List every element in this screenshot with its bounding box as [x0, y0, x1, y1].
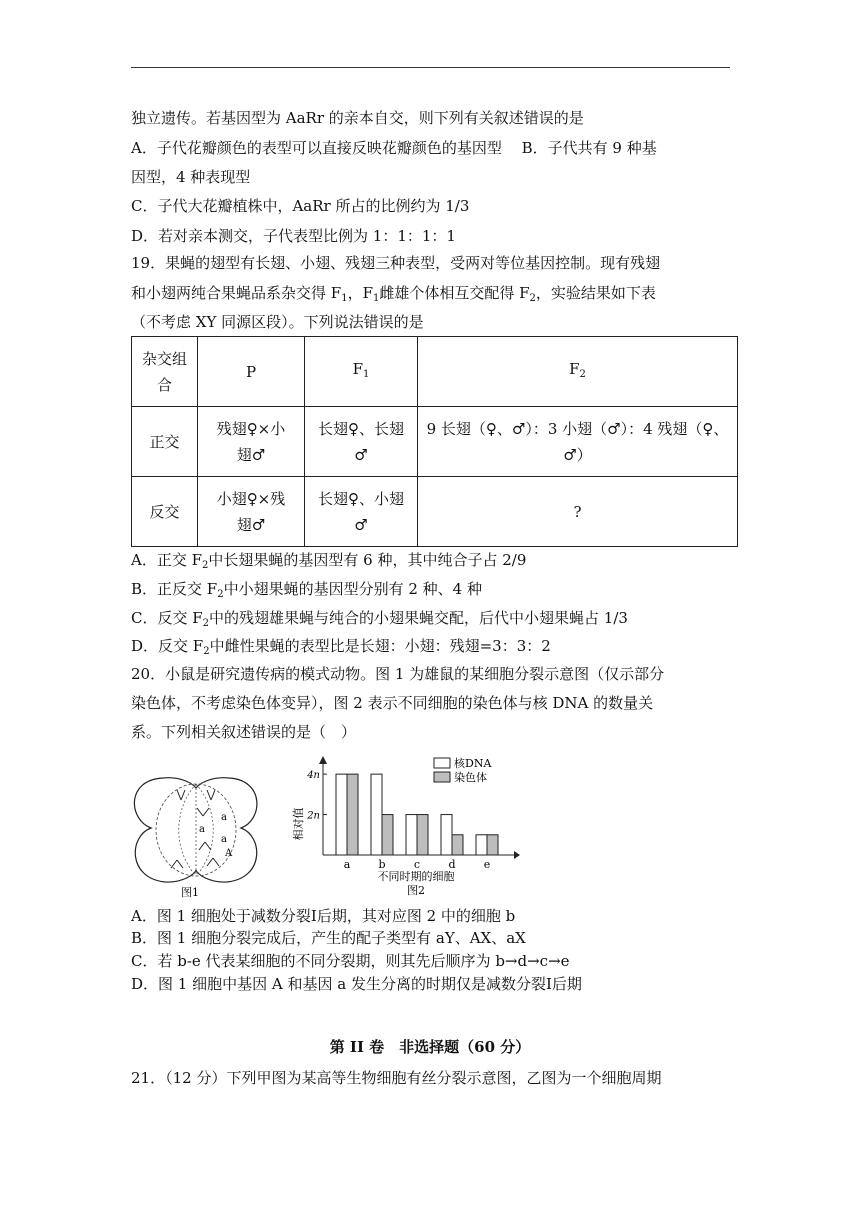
x-tick-label: b: [378, 858, 386, 871]
bar-dna: [406, 815, 417, 855]
text-line: 独立遗传。若基因型为 AaRr 的亲本自交，则下列有关叙述错误的是: [131, 109, 584, 127]
figure-1-cell-diagram: [133, 770, 259, 900]
text-span: ，F: [347, 284, 373, 302]
text-span: 雌雄个体相互交配得 F: [379, 284, 530, 302]
bar-dna: [336, 774, 347, 855]
bar-chromosome: [382, 815, 393, 855]
option-line: A．正交 $F_2$中长翅果蝇的基因型有 6 种，其中纯合子占 2/9: [131, 551, 527, 571]
legend-label: 核DNA: [454, 757, 492, 770]
question-19-line: 19．果蝇的翅型有长翅、小翅、残翅三种表型，受两对等位基因控制。现有残翅: [131, 254, 661, 272]
option-line: C．子代大花瓣植株中，AaRr 所占的比例约为 1/3: [131, 197, 470, 215]
legend-swatch: [434, 758, 450, 768]
table-cell: 小翅♀×残 翅♂: [198, 477, 305, 547]
section-heading: 第 II 卷 非选择题（60 分）: [329, 1038, 531, 1056]
bar-chromosome: [417, 815, 428, 855]
y-axis-label: 相对值: [292, 807, 305, 841]
x-tick-label: a: [343, 858, 351, 871]
figure-2-caption: 图2: [407, 884, 425, 897]
subscript: 1: [372, 293, 380, 304]
option-line: A．图 1 细胞处于减数分裂Ⅰ后期，其对应图 2 中的细胞 b: [131, 907, 516, 925]
question-20-line: 染色体，不考虑染色体变异），图 2 表示不同细胞的染色体与核 DNA 的数量关: [131, 694, 654, 712]
table-cell: 残翅♀×小 翅♂: [198, 407, 305, 477]
table-cell: 长翅♀、小翅 ♂: [305, 477, 418, 547]
question-20-line: 20．小鼠是研究遗传病的模式动物。图 1 为雄鼠的某细胞分裂示意图（仅示部分: [131, 665, 665, 683]
figure-1-caption: 图1: [181, 886, 199, 899]
y-tick-label: 2n: [307, 810, 320, 822]
x-tick-label: d: [448, 858, 456, 871]
subscript: 1: [341, 293, 348, 304]
x-axis-label: 不同时期的细胞: [377, 870, 455, 883]
text-span: ，实验结果如下表: [535, 284, 656, 302]
option-line: 因型，4 种表现型: [131, 168, 251, 186]
option-line: D．图 1 细胞中基因 A 和基因 a 发生分离的时期仅是减数分裂Ⅰ后期: [131, 975, 582, 993]
table-cell: 杂交组 合: [132, 337, 198, 407]
gene-label-a: a: [199, 824, 205, 835]
text-span: 和小翅两纯合果蝇品系杂交得 F: [131, 284, 342, 302]
table-row: [132, 477, 738, 547]
bar-chromosome: [487, 835, 498, 855]
gene-label-A: A: [225, 848, 233, 859]
table-header-row: [132, 337, 738, 407]
table-cell: ?: [418, 477, 738, 547]
subscript: 2: [529, 293, 536, 304]
table-cell: $F_2$: [418, 337, 738, 407]
gene-label-a: a: [221, 812, 227, 823]
figure-2-bar-chart: [276, 752, 526, 898]
option-line: D．反交 $F_2$中雌性果蝇的表型比是长翅：小翅：残翅=3：3：2: [131, 637, 551, 657]
question-21-line: 21．（12 分）下列甲图为某高等生物细胞有丝分裂示意图，乙图为一个细胞周期: [131, 1069, 662, 1087]
bar-chromosome: [452, 835, 463, 855]
table-cell: $F_1$: [305, 337, 418, 407]
bar-dna: [441, 815, 452, 855]
bar-chromosome: [347, 774, 358, 855]
y-tick-label: 4n: [307, 770, 320, 782]
cross-table: [131, 336, 738, 547]
option-line: C．若 b-e 代表某细胞的不同分裂期，则其先后顺序为 b→d→c→e: [131, 952, 570, 970]
option-line: B．图 1 细胞分裂完成后，产生的配子类型有 aY、AX、aX: [131, 929, 526, 947]
question-19-line: （不考虑 XY 同源区段）。下列说法错误的是: [131, 313, 424, 331]
table-cell: 反交: [132, 477, 198, 547]
bar-dna: [371, 774, 382, 855]
x-tick-label: c: [413, 858, 421, 871]
table-cell: 正交: [132, 407, 198, 477]
table-cell: 9 长翅（♀、♂）：3 小翅（♂）：4 残翅（♀、 ♂）: [418, 407, 738, 477]
question-20-line: 系。下列相关叙述错误的是（ ）: [131, 723, 357, 741]
table-cell: 长翅♀、长翅 ♂: [305, 407, 418, 477]
option-line: A．子代花瓣颜色的表型可以直接反映花瓣颜色的基因型 B．子代共有 9 种基: [131, 139, 657, 157]
legend-swatch: [434, 772, 450, 782]
bar-dna: [476, 835, 487, 855]
legend-label: 染色体: [454, 771, 487, 784]
x-tick-label: e: [483, 858, 491, 871]
table-row: [132, 407, 738, 477]
question-19-line: [131, 283, 656, 309]
table-cell: P: [198, 337, 305, 407]
header-rule: [131, 67, 730, 68]
option-line: B．正反交 $F_2$中小翅果蝇的基因型分别有 2 种、4 种: [131, 580, 482, 600]
option-line: C．反交 $F_2$中的残翅雄果蝇与纯合的小翅果蝇交配，后代中小翅果蝇占 1/3: [131, 609, 628, 629]
option-line: D．若对亲本测交，子代表型比例为 1：1：1：1: [131, 227, 456, 245]
gene-label-a: a: [221, 834, 227, 845]
